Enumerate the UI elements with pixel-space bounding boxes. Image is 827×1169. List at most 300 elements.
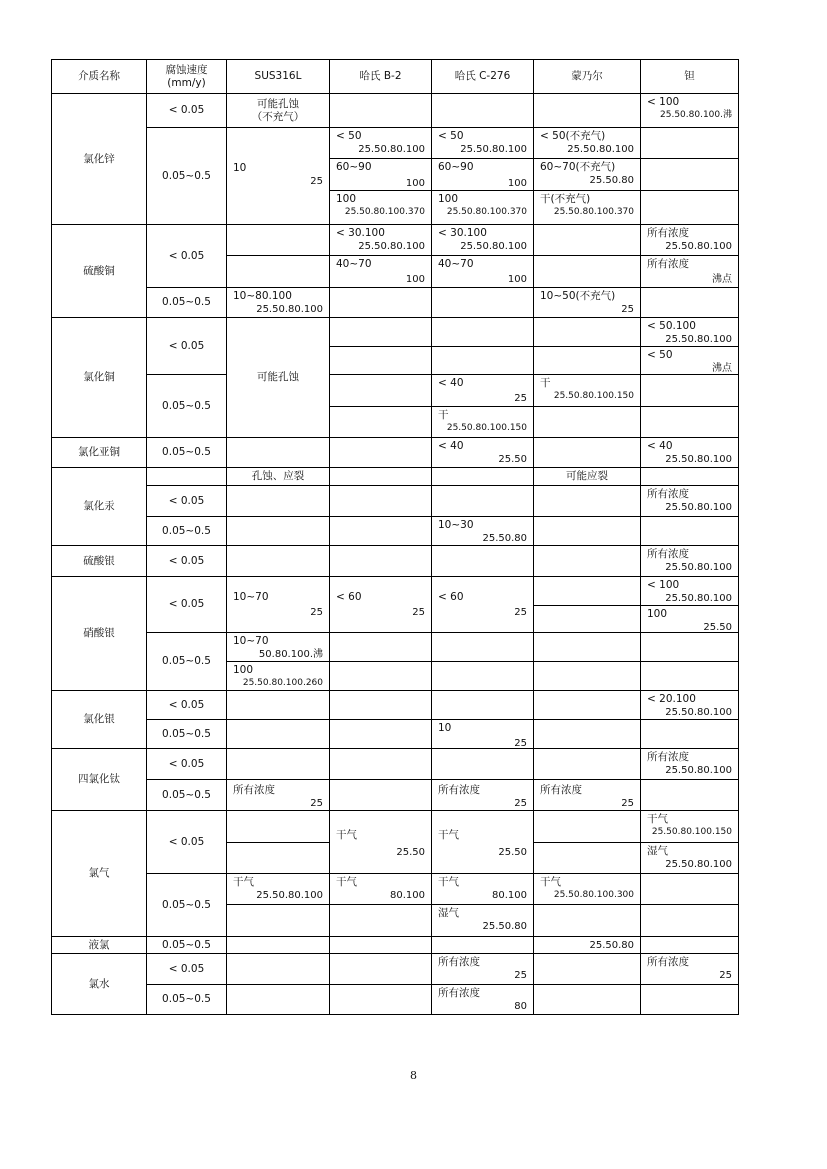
temperature-text: 沸点 — [712, 274, 732, 285]
table-cell — [329, 158, 432, 191]
medium-name — [51, 224, 147, 318]
temperature-text: 80.100 — [492, 890, 527, 901]
table-cell — [533, 93, 641, 128]
cell-text: 介质名称 — [78, 70, 120, 82]
table-cell — [329, 437, 432, 468]
cell-text: 液氯 — [88, 938, 110, 951]
temperature-text: 25.50 — [703, 622, 732, 633]
temperature-text: 25.50.80.100.370 — [344, 207, 425, 217]
rate-cell — [146, 936, 227, 954]
table-cell — [329, 317, 432, 347]
table-cell — [329, 406, 432, 438]
table-cell — [533, 936, 641, 954]
table-cell — [533, 984, 641, 1015]
table-cell — [431, 158, 534, 191]
table-cell — [146, 467, 227, 486]
concentration-text: < 40 — [647, 440, 673, 452]
table-cell — [226, 485, 330, 517]
temperature-text: 25 — [514, 607, 527, 618]
cell-text: 0.05~0.5 — [162, 898, 211, 911]
temperature-text: 25 — [719, 970, 732, 981]
temperature-text: 25 — [310, 176, 323, 187]
concentration-text: 60~70(不充气) — [540, 161, 616, 173]
cell-text: 腐蚀速度 — [165, 63, 208, 76]
cell-text: 钽 — [684, 70, 695, 82]
temperature-text: 25.50.80.100 — [665, 241, 732, 252]
concentration-text: 干(不充气) — [540, 193, 591, 205]
rate-cell — [146, 576, 227, 633]
rate-cell — [146, 632, 227, 691]
temperature-text: 25.50 — [498, 454, 527, 465]
cell-text: 0.05~0.5 — [162, 655, 211, 667]
table-cell — [533, 224, 641, 256]
temperature-text: 25.50.80.100 — [358, 144, 425, 155]
table-cell — [226, 661, 330, 691]
rate-cell — [146, 485, 227, 517]
concentration-text: 10~80.100 — [233, 290, 292, 302]
table-cell — [226, 127, 330, 225]
table-cell — [431, 779, 534, 811]
table-cell — [533, 719, 641, 749]
temperature-text: 100 — [405, 178, 425, 189]
table-cell — [431, 346, 534, 375]
table-cell — [640, 719, 739, 749]
table-cell — [226, 719, 330, 749]
table-cell — [329, 873, 432, 905]
concentration-text: < 40 — [438, 377, 464, 389]
rate-cell — [146, 287, 227, 318]
table-cell — [640, 158, 739, 191]
cell-text: 可能孔蚀 — [257, 97, 299, 110]
table-cell — [329, 224, 432, 256]
table-cell — [640, 437, 739, 468]
rate-cell — [146, 545, 227, 577]
temperature-text: 25.50.80.100 — [460, 144, 527, 155]
cell-text: 哈氏 C-276 — [454, 70, 511, 82]
cell-text: < 0.05 — [168, 249, 205, 262]
table-cell — [431, 127, 534, 159]
note-cell — [226, 467, 330, 486]
concentration-text: 干 — [540, 377, 551, 389]
table-cell — [640, 287, 739, 318]
table-cell — [226, 93, 330, 128]
medium-name — [51, 810, 147, 937]
rate-cell — [146, 779, 227, 811]
cell-text: 氯化铜 — [83, 371, 115, 383]
table-cell — [329, 690, 432, 720]
medium-name — [51, 93, 147, 225]
table-cell — [226, 224, 330, 256]
concentration-text: 干气 — [233, 876, 254, 888]
table-cell — [533, 127, 641, 159]
table-cell — [226, 984, 330, 1015]
table-cell — [329, 255, 432, 288]
table-cell — [431, 873, 534, 905]
concentration-text: < 30.100 — [336, 227, 385, 239]
cell-text: < 0.05 — [168, 104, 205, 116]
concentration-text: 所有浓度 — [438, 784, 480, 796]
concentration-text: 干气 — [647, 813, 668, 825]
table-cell — [640, 545, 739, 577]
concentration-text: 湿气 — [438, 907, 459, 919]
rate-cell — [146, 873, 227, 937]
table-cell — [226, 255, 330, 288]
table-cell — [226, 904, 330, 937]
table-cell — [226, 748, 330, 780]
rate-cell — [146, 748, 227, 780]
rate-cell — [146, 984, 227, 1015]
cell-text: (mm/y) — [167, 76, 206, 89]
temperature-text: 25.50.80.100.150 — [651, 827, 732, 837]
table-cell — [640, 953, 739, 985]
cell-text: 孔蚀、应裂 — [251, 470, 305, 482]
cell-text: 氯化汞 — [83, 500, 115, 512]
table-cell — [329, 93, 432, 128]
table-cell — [431, 661, 534, 691]
table-cell — [640, 190, 739, 225]
cell-text: 0.05~0.5 — [162, 938, 211, 951]
cell-text: 氯水 — [88, 977, 110, 990]
concentration-text: 40~70 — [438, 258, 474, 270]
table-cell — [640, 346, 739, 375]
cell-text: 氯气 — [88, 867, 110, 879]
table-cell — [640, 690, 739, 720]
table-cell — [533, 485, 641, 517]
table-cell — [640, 127, 739, 159]
table-cell — [533, 406, 641, 438]
table-cell — [431, 374, 534, 407]
table-cell — [329, 810, 432, 874]
temperature-text: 25.50.80 — [482, 533, 527, 544]
table-cell — [431, 287, 534, 318]
header-monel — [533, 59, 641, 94]
table-cell — [329, 936, 432, 954]
temperature-text: 25 — [310, 607, 323, 618]
cell-text: 氯化亚铜 — [78, 446, 120, 458]
concentration-text: 所有浓度 — [647, 751, 689, 763]
table-cell — [431, 748, 534, 780]
temperature-text: 25.50.80.100 — [665, 859, 732, 870]
table-cell — [640, 317, 739, 347]
table-cell — [226, 437, 330, 468]
table-cell — [640, 936, 739, 954]
cell-text: 硫酸铜 — [83, 264, 115, 277]
table-cell — [533, 317, 641, 347]
concentration-text: 干 — [438, 409, 449, 421]
temperature-text: 25.50.80.100.沸 — [660, 110, 732, 120]
rate-cell — [146, 719, 227, 749]
temperature-text: 25.50.80.100 — [665, 707, 732, 718]
table-cell — [329, 984, 432, 1015]
concentration-text: 10~70 — [233, 635, 269, 647]
table-cell — [329, 779, 432, 811]
table-cell — [226, 287, 330, 318]
concentration-text: 60~90 — [438, 161, 474, 173]
temperature-text: 25 — [621, 304, 634, 315]
rate-cell — [146, 93, 227, 128]
cell-text: < 0.05 — [168, 494, 205, 507]
table-cell — [226, 690, 330, 720]
note-cell — [533, 467, 641, 486]
temperature-text: 25 — [514, 970, 527, 981]
concentration-text: < 60 — [438, 591, 464, 603]
table-cell — [329, 545, 432, 577]
cell-text: 氯化锌 — [83, 152, 115, 165]
table-cell — [431, 255, 534, 288]
table-cell — [533, 661, 641, 691]
table-cell — [431, 936, 534, 954]
temperature-text: 25 — [621, 798, 634, 809]
temperature-text: 100 — [507, 178, 527, 189]
concentration-text: 10 — [233, 162, 247, 174]
temperature-text: 25 — [514, 393, 527, 404]
table-cell — [640, 406, 739, 438]
cell-text: < 0.05 — [168, 554, 205, 567]
temperature-text: 25.50.80.100.300 — [553, 890, 634, 900]
concentration-text: 所有浓度 — [438, 987, 480, 999]
temperature-text: 80.100 — [390, 890, 425, 901]
concentration-text: < 100 — [647, 96, 680, 108]
concentration-text: 所有浓度 — [438, 956, 480, 968]
table-cell — [431, 467, 534, 486]
table-cell — [226, 317, 330, 438]
concentration-text: 干气 — [336, 829, 357, 841]
rate-cell — [146, 516, 227, 546]
concentration-text: 100 — [336, 193, 357, 205]
rate-cell — [146, 437, 227, 468]
concentration-text: < 50 — [647, 349, 673, 361]
cell-text: 0.05~0.5 — [162, 524, 211, 537]
cell-text: < 0.05 — [168, 698, 205, 711]
cell-text: 四氯化钛 — [78, 773, 120, 785]
table-cell — [431, 190, 534, 225]
concentration-text: 所有浓度 — [647, 258, 689, 270]
cell-text: 可能应裂 — [566, 470, 608, 482]
concentration-text: < 50 — [438, 130, 464, 142]
table-cell — [640, 485, 739, 517]
temperature-text: 25.50.80 — [589, 940, 634, 951]
temperature-text: 25.50.80 — [589, 175, 634, 186]
table-cell — [533, 255, 641, 288]
temperature-text: 25.50.80.100 — [665, 454, 732, 465]
table-cell — [226, 632, 330, 662]
cell-text: SUS316L — [254, 70, 302, 82]
table-cell — [640, 467, 739, 486]
table-cell — [226, 576, 330, 633]
header-rate — [146, 59, 227, 94]
concentration-text: < 50.100 — [647, 320, 696, 332]
table-cell — [640, 984, 739, 1015]
concentration-text: 所有浓度 — [233, 784, 275, 796]
temperature-text: 25.50 — [498, 847, 527, 858]
temperature-text: 80 — [514, 1001, 527, 1012]
cell-text: < 0.05 — [168, 757, 205, 770]
table-cell — [640, 224, 739, 256]
table-cell — [431, 904, 534, 937]
table-cell — [431, 317, 534, 347]
table-cell — [226, 779, 330, 811]
temperature-text: 25 — [412, 607, 425, 618]
concentration-text: 10 — [438, 722, 452, 734]
concentration-text: < 50(不充气) — [540, 130, 606, 142]
table-cell — [640, 632, 739, 662]
temperature-text: 25.50.80.100 — [567, 144, 634, 155]
table-cell — [226, 936, 330, 954]
table-cell — [533, 287, 641, 318]
concentration-text: 10~50(不充气) — [540, 290, 616, 302]
table-cell — [533, 437, 641, 468]
table-cell — [431, 437, 534, 468]
table-cell — [226, 842, 330, 874]
temperature-text: 25 — [514, 798, 527, 809]
table-cell — [329, 190, 432, 225]
cell-text: 0.05~0.5 — [162, 727, 211, 740]
table-cell — [533, 873, 641, 905]
temperature-text: 25.50.80.100 — [665, 334, 732, 345]
concentration-text: < 30.100 — [438, 227, 487, 239]
rate-cell — [146, 953, 227, 985]
cell-text: 硝酸银 — [83, 627, 115, 639]
temperature-text: 沸点 — [712, 363, 732, 374]
table-cell — [533, 842, 641, 874]
table-cell — [329, 346, 432, 375]
medium-name — [51, 748, 147, 811]
page-number: 8 — [410, 1069, 417, 1082]
concentration-text: 所有浓度 — [647, 956, 689, 968]
temperature-text: 50.80.100.沸 — [258, 649, 323, 660]
concentration-text: 所有浓度 — [647, 227, 689, 239]
temperature-text: 25.50 — [396, 847, 425, 858]
concentration-text: 40~70 — [336, 258, 372, 270]
table-cell — [226, 953, 330, 985]
table-cell — [533, 545, 641, 577]
cell-text: 哈氏 B-2 — [359, 70, 402, 82]
table-cell — [431, 719, 534, 749]
concentration-text: 所有浓度 — [647, 488, 689, 500]
medium-name — [51, 576, 147, 691]
medium-name — [51, 437, 147, 468]
temperature-text: 25.50.80.100 — [665, 593, 732, 604]
table-cell — [329, 904, 432, 937]
table-cell — [533, 576, 641, 606]
concentration-text: < 20.100 — [647, 693, 696, 705]
table-cell — [533, 605, 641, 633]
rate-cell — [146, 690, 227, 720]
concentration-text: 所有浓度 — [540, 784, 582, 796]
table-cell — [226, 810, 330, 843]
table-cell — [640, 255, 739, 288]
rate-cell — [146, 374, 227, 438]
table-cell — [329, 576, 432, 633]
table-cell — [533, 748, 641, 780]
table-cell — [329, 374, 432, 407]
concentration-text: 干气 — [336, 876, 357, 888]
temperature-text: 25.50.80.100 — [358, 241, 425, 252]
rate-cell — [146, 317, 227, 375]
temperature-text: 25.50.80.100.150 — [446, 423, 527, 433]
rate-cell — [146, 810, 227, 874]
table-cell — [533, 516, 641, 546]
table-cell — [329, 748, 432, 780]
table-cell — [640, 605, 739, 633]
temperature-text: 25.50.80.100.150 — [553, 391, 634, 401]
table-cell — [533, 190, 641, 225]
temperature-text: 25.50.80.100 — [256, 890, 323, 901]
temperature-text: 25.50.80.100 — [665, 502, 732, 513]
medium-name — [51, 953, 147, 1015]
concentration-text: < 50 — [336, 130, 362, 142]
header-c276 — [431, 59, 534, 94]
medium-name — [51, 936, 147, 954]
medium-name — [51, 317, 147, 438]
concentration-text: 100 — [233, 664, 254, 676]
cell-text: 氯化银 — [83, 713, 115, 725]
table-cell — [226, 873, 330, 905]
table-cell — [640, 661, 739, 691]
table-cell — [533, 810, 641, 843]
table-cell — [329, 632, 432, 662]
table-cell — [640, 779, 739, 811]
table-cell — [431, 224, 534, 256]
table-cell — [431, 406, 534, 438]
concentration-text: 湿气 — [647, 845, 668, 857]
table-cell — [533, 953, 641, 985]
table-cell — [640, 516, 739, 546]
medium-name — [51, 545, 147, 577]
concentration-text: 所有浓度 — [647, 548, 689, 560]
temperature-text: 100 — [405, 274, 425, 285]
table-cell — [329, 467, 432, 486]
header-medium — [51, 59, 147, 94]
table-cell — [533, 158, 641, 191]
table-cell — [640, 93, 739, 128]
cell-text: 0.05~0.5 — [162, 399, 211, 412]
cell-text: < 0.05 — [168, 598, 205, 610]
header-b2 — [329, 59, 432, 94]
table-cell — [640, 873, 739, 905]
temperature-text: 25.50.80 — [482, 921, 527, 932]
table-cell — [431, 953, 534, 985]
cell-text: 0.05~0.5 — [162, 993, 211, 1005]
table-cell — [533, 632, 641, 662]
table-cell — [431, 810, 534, 874]
table-cell — [640, 576, 739, 606]
cell-text: 蒙乃尔 — [571, 70, 603, 82]
table-cell — [431, 485, 534, 517]
table-cell — [533, 346, 641, 375]
concentration-text: 10~70 — [233, 591, 269, 603]
table-cell — [431, 93, 534, 128]
concentration-text: 100 — [438, 193, 459, 205]
table-cell — [640, 904, 739, 937]
table-cell — [329, 661, 432, 691]
concentration-text: < 60 — [336, 591, 362, 603]
table-cell — [533, 779, 641, 811]
cell-text: < 0.05 — [168, 339, 205, 352]
table-cell — [640, 374, 739, 407]
header-tantalum — [640, 59, 739, 94]
table-cell — [533, 690, 641, 720]
concentration-text: 10~30 — [438, 519, 474, 531]
medium-name — [51, 690, 147, 749]
cell-text: 0.05~0.5 — [162, 296, 211, 308]
table-cell — [431, 516, 534, 546]
table-cell — [226, 516, 330, 546]
concentration-text: 干气 — [540, 876, 561, 888]
temperature-text: 25.50.80.100.260 — [242, 678, 323, 688]
cell-text: 0.05~0.5 — [162, 169, 211, 182]
concentration-text: < 100 — [647, 579, 680, 591]
